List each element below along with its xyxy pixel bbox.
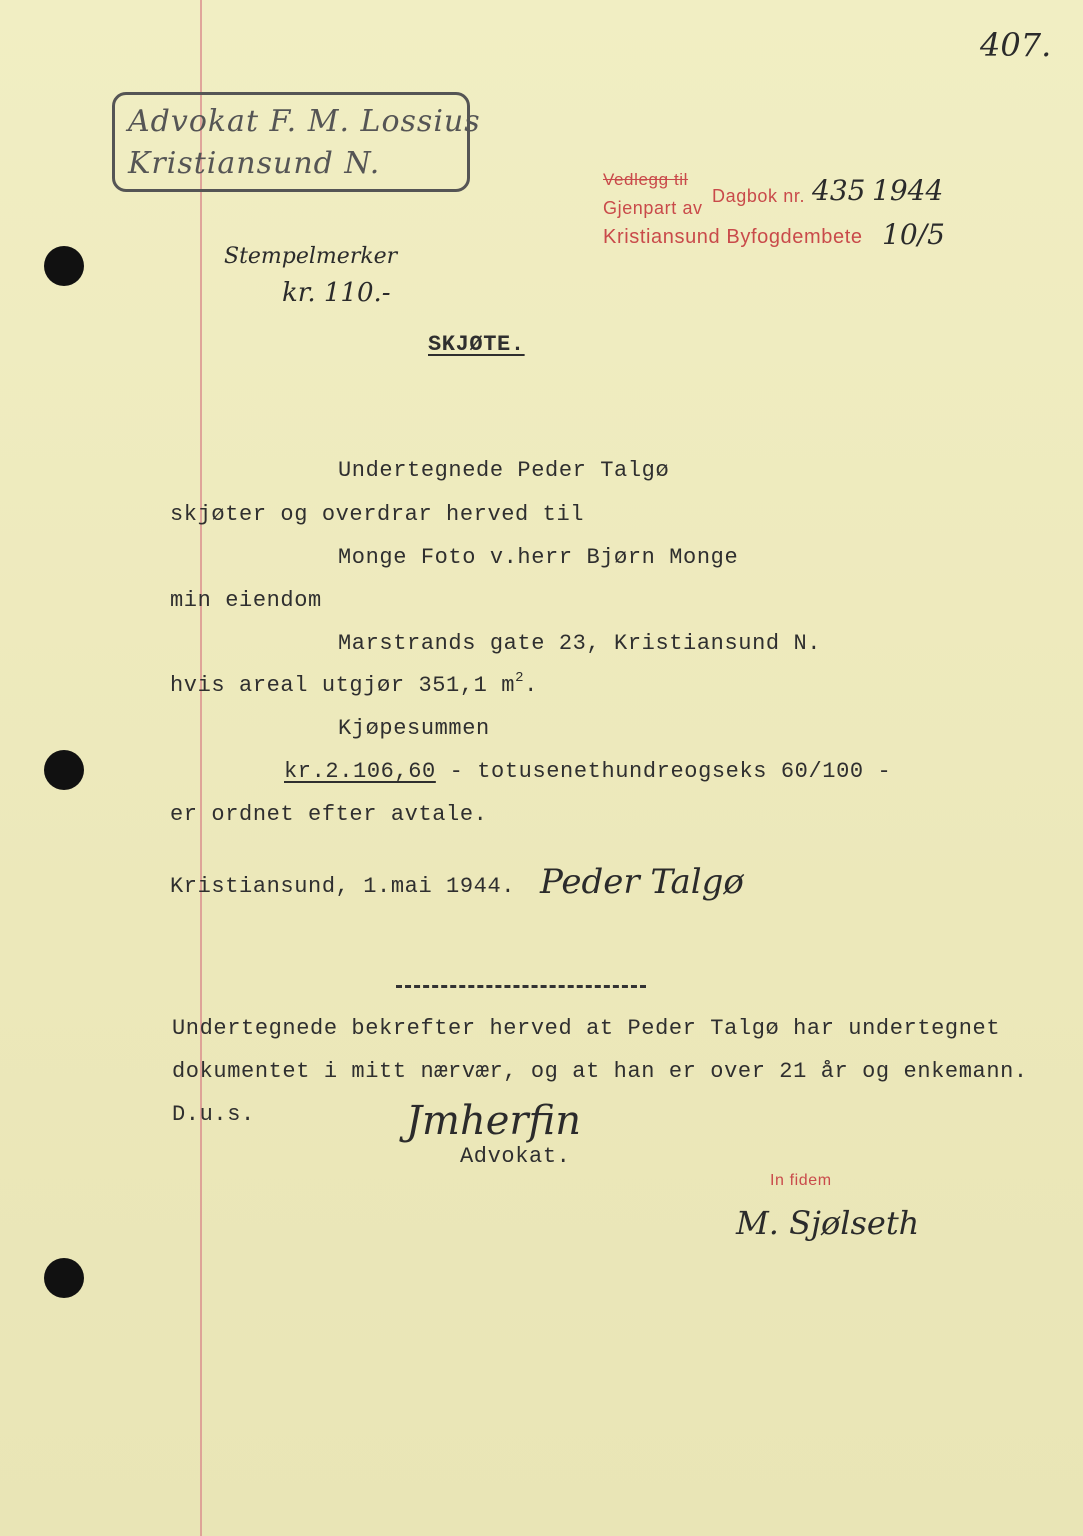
punch-hole-bottom bbox=[44, 1258, 84, 1298]
purchase-amount: kr.2.106,60 bbox=[284, 759, 436, 784]
attest-line-3: D.u.s. bbox=[172, 1102, 255, 1127]
separator-line bbox=[396, 985, 646, 988]
body-line-8 bbox=[284, 759, 891, 784]
body-line-1: Undertegnede Peder Talgø bbox=[338, 458, 670, 483]
purchase-amount-words: - totusenethundreogseks 60/100 - bbox=[435, 759, 892, 784]
area-end: . bbox=[524, 673, 538, 698]
lawyer-signature: Jmherfin bbox=[406, 1098, 581, 1144]
attest-line-2: dokumentet i mitt nærvær, og at han er over 21 år og enkemann. bbox=[172, 1059, 1028, 1084]
area-superscript: 2 bbox=[515, 670, 525, 686]
in-fidem-stamp: In fidem bbox=[770, 1172, 832, 1189]
registry-vedlegg: Vedlegg til bbox=[603, 170, 689, 189]
registry-dagbok-number: 435 bbox=[812, 174, 866, 207]
stamp-duty-label: Stempelmerker bbox=[224, 244, 398, 269]
registry-date: 10/5 bbox=[882, 218, 945, 251]
stamp-duty-amount: kr. 110.- bbox=[282, 278, 391, 308]
body-line-7: Kjøpesummen bbox=[338, 716, 490, 741]
area-text: hvis areal utgjør 351,1 m bbox=[170, 673, 516, 698]
registry-office: Kristiansund Byfogdembete bbox=[603, 226, 863, 248]
body-line-4: min eiendom bbox=[170, 588, 322, 613]
registry-year: 1944 bbox=[872, 174, 944, 207]
document-title: SKJØTE. bbox=[428, 332, 525, 357]
place-date: Kristiansund, 1.mai 1944. bbox=[170, 874, 516, 899]
seller-signature: Peder Talgø bbox=[540, 862, 744, 902]
body-line-3: Monge Foto v.herr Bjørn Monge bbox=[338, 545, 739, 570]
registry-gjenpart: Gjenpart av bbox=[603, 198, 703, 218]
lawyer-title: Advokat. bbox=[460, 1144, 571, 1169]
attest-line-1: Undertegnede bekrefter herved at Peder Talgø har undertegnet bbox=[172, 1016, 1001, 1041]
body-line-9: er ordnet efter avtale. bbox=[170, 802, 488, 827]
punch-hole-top bbox=[44, 246, 84, 286]
page-number: 407. bbox=[980, 26, 1052, 64]
stamp-line-1: Advokat F. M. Lossius bbox=[128, 104, 481, 139]
body-line-2: skjøter og overdrar herved til bbox=[170, 502, 585, 527]
registry-dagbok-label: Dagbok nr. bbox=[712, 186, 806, 206]
punch-hole-middle bbox=[44, 750, 84, 790]
body-line-5: Marstrands gate 23, Kristiansund N. bbox=[338, 631, 822, 656]
stamp-line-2: Kristiansund N. bbox=[128, 146, 381, 181]
margin-rule bbox=[200, 0, 202, 1536]
body-line-6 bbox=[170, 670, 538, 698]
official-signature: M. Sjølseth bbox=[736, 1204, 920, 1242]
